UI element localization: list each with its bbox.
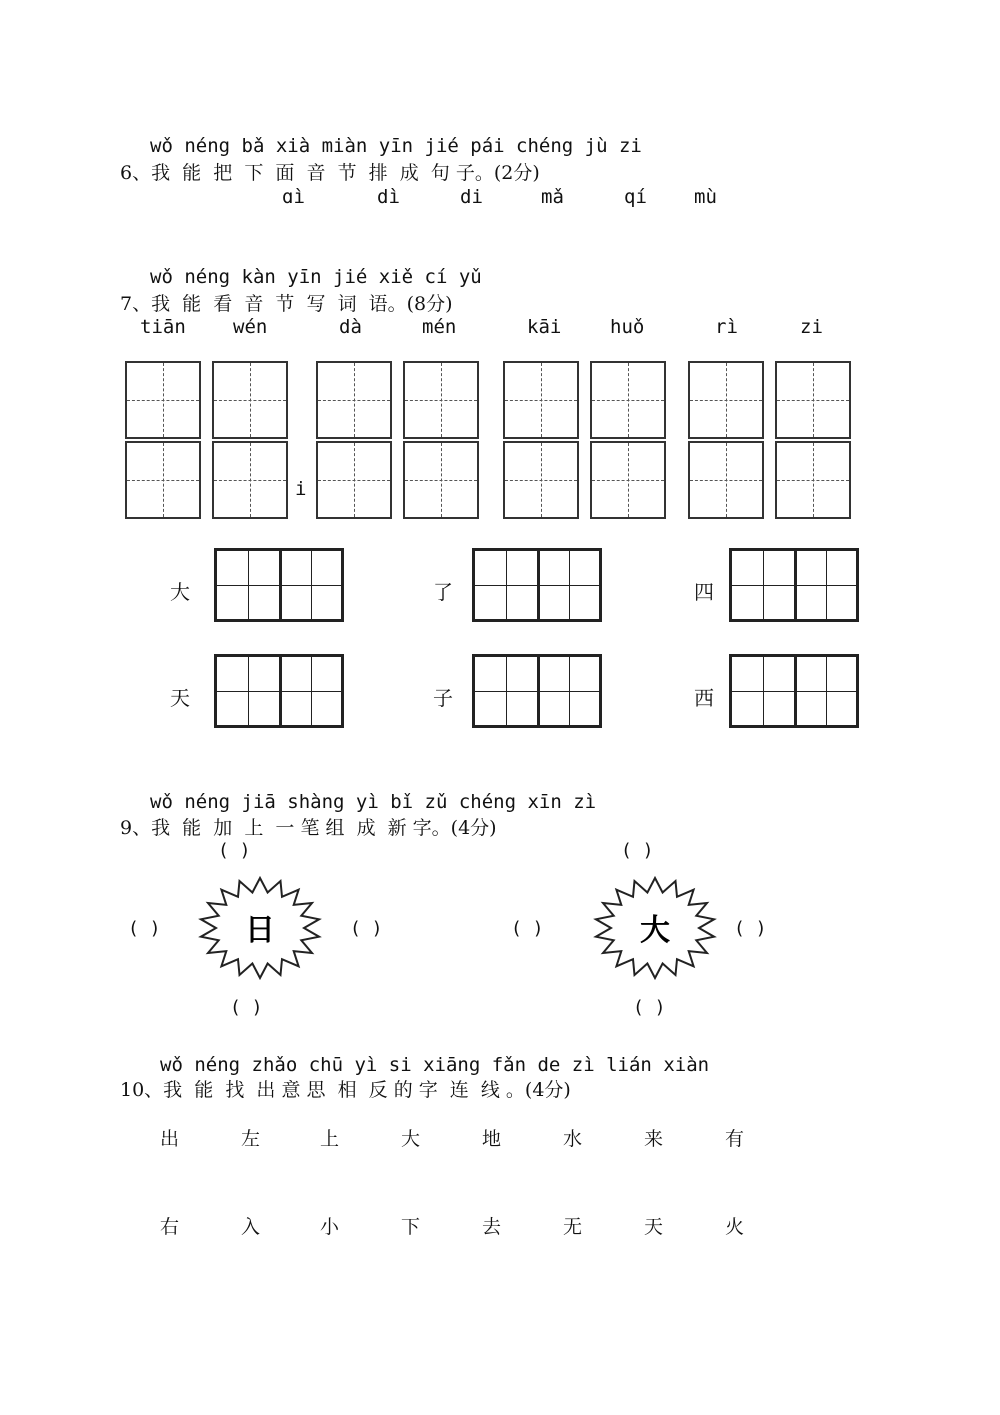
stray-mark: i: [295, 478, 307, 500]
match-bottom-6[interactable]: 无: [563, 1216, 583, 1238]
match-top-4[interactable]: 大: [401, 1128, 421, 1150]
writing-grid-cell[interactable]: [688, 441, 764, 519]
q6-pinyin: wǒ néng bǎ xià miàn yīn jié pái chéng jù zi: [150, 135, 642, 157]
writing-grid-cell[interactable]: [775, 361, 851, 439]
grid-char-4: 天: [170, 686, 190, 710]
stroke-grid[interactable]: [472, 654, 602, 728]
answer-blank-top-right[interactable]: ( ): [621, 840, 654, 861]
q6-syllable-5: qí: [624, 186, 647, 208]
q7-word-7: rì: [715, 316, 738, 338]
grid-char-3: 四: [694, 580, 714, 604]
match-top-6[interactable]: 水: [563, 1128, 583, 1150]
answer-blank-right-right[interactable]: ( ): [734, 918, 767, 939]
q6-syllable-3: di: [460, 186, 483, 208]
star-char-da: 大: [640, 913, 670, 948]
answer-blank-left-left[interactable]: ( ): [128, 918, 161, 939]
writing-grid-cell[interactable]: [212, 361, 288, 439]
stroke-grid[interactable]: [472, 548, 602, 622]
match-top-7[interactable]: 来: [644, 1128, 664, 1150]
writing-grid-cell[interactable]: [503, 361, 579, 439]
q7-pinyin: wǒ néng kàn yīn jié xiě cí yǔ: [150, 266, 482, 288]
stroke-grid[interactable]: [214, 654, 344, 728]
grid-char-2: 了: [433, 580, 453, 604]
grid-char-1: 大: [170, 580, 190, 604]
writing-grid-cell[interactable]: [688, 361, 764, 439]
match-top-3[interactable]: 上: [320, 1128, 340, 1150]
match-bottom-4[interactable]: 下: [401, 1216, 421, 1238]
answer-blank-bottom-right[interactable]: ( ): [633, 997, 666, 1018]
writing-grid-cell[interactable]: [316, 441, 392, 519]
stroke-grid[interactable]: [214, 548, 344, 622]
q7-word-3: dà: [339, 316, 362, 338]
q6-syllable-1: ɑì: [282, 186, 305, 208]
q7-word-8: zi: [800, 316, 823, 338]
match-bottom-5[interactable]: 去: [482, 1216, 502, 1238]
q6-syllable-4: mǎ: [541, 186, 564, 208]
match-bottom-8[interactable]: 火: [725, 1216, 745, 1238]
writing-grid-cell[interactable]: [125, 441, 201, 519]
writing-grid-cell[interactable]: [316, 361, 392, 439]
match-top-1[interactable]: 出: [160, 1128, 180, 1150]
q9-pinyin: wǒ néng jiā shàng yì bǐ zǔ chéng xīn zì: [150, 791, 597, 813]
starburst-right: [593, 876, 717, 980]
grid-char-5: 子: [433, 686, 453, 710]
stroke-grid[interactable]: [729, 548, 859, 622]
match-bottom-1[interactable]: 右: [160, 1216, 180, 1238]
q7-word-2: wén: [233, 316, 268, 338]
q7-word-6: huǒ: [610, 316, 645, 338]
match-bottom-3[interactable]: 小: [320, 1216, 340, 1238]
answer-blank-top-left[interactable]: ( ): [218, 840, 251, 861]
q10-pinyin: wǒ néng zhǎo chū yì si xiāng fǎn de zì lián xiàn: [160, 1054, 710, 1076]
answer-blank-left-right[interactable]: ( ): [511, 918, 544, 939]
q6-title: 6、我 能 把 下 面 音 节 排 成 句 子。(2分): [120, 162, 540, 184]
writing-grid-cell[interactable]: [503, 441, 579, 519]
writing-grid-cell[interactable]: [590, 441, 666, 519]
q10-title: 10、我 能 找 出 意 思 相 反 的 字 连 线 。(4分): [120, 1079, 571, 1101]
match-top-8[interactable]: 有: [725, 1128, 745, 1150]
starburst-left: [198, 876, 322, 980]
q7-word-5: kāi: [527, 316, 562, 338]
match-bottom-2[interactable]: 入: [241, 1216, 261, 1238]
star-char-ri: 日: [245, 913, 275, 948]
match-top-5[interactable]: 地: [482, 1128, 502, 1150]
writing-grid-cell[interactable]: [775, 441, 851, 519]
q7-title: 7、我 能 看 音 节 写 词 语。(8分): [120, 293, 453, 315]
match-top-2[interactable]: 左: [241, 1128, 261, 1150]
grid-char-6: 西: [694, 686, 714, 710]
q7-word-4: mén: [422, 316, 457, 338]
q9-title: 9、我 能 加 上 一 笔 组 成 新 字。(4分): [120, 817, 497, 839]
writing-grid-cell[interactable]: [590, 361, 666, 439]
writing-grid-cell[interactable]: [403, 441, 479, 519]
q6-syllable-2: dì: [377, 186, 400, 208]
answer-blank-bottom-left[interactable]: ( ): [230, 997, 263, 1018]
q7-word-1: tiān: [140, 316, 186, 338]
stroke-grid[interactable]: [729, 654, 859, 728]
writing-grid-cell[interactable]: [403, 361, 479, 439]
answer-blank-right-left[interactable]: ( ): [350, 918, 383, 939]
writing-grid-cell[interactable]: [125, 361, 201, 439]
match-bottom-7[interactable]: 天: [644, 1216, 664, 1238]
q6-syllable-6: mù: [694, 186, 717, 208]
writing-grid-cell[interactable]: [212, 441, 288, 519]
